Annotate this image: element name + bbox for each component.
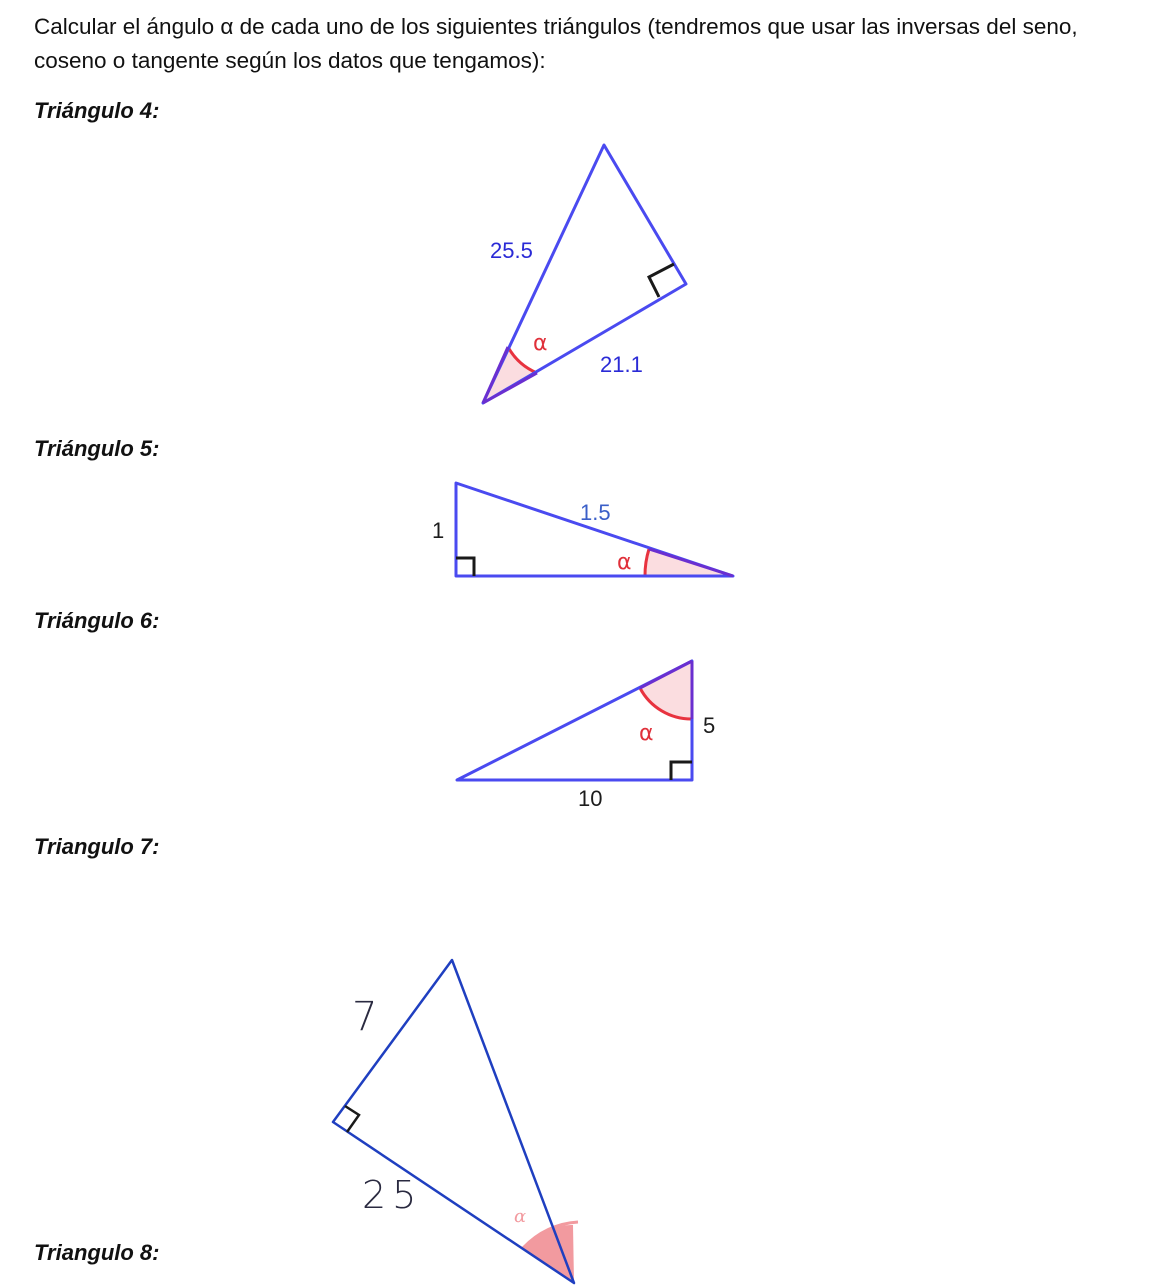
triangle-6-side-10-label: 10 — [578, 786, 603, 811]
triangle-6-heading: Triángulo 6: — [34, 608, 160, 633]
triangle-5-heading: Triángulo 5: — [34, 436, 160, 461]
triangle-5-hypotenuse-label: 1.5 — [580, 500, 611, 525]
triangle-7-side-7-label: 7 — [352, 994, 378, 1040]
instructions-text: Calcular el ángulo α de cada uno de los siguientes triángulos (tendremos que usar las inversas del seno, coseno o tangente según los datos que tengamos): — [34, 14, 1078, 73]
triangle-6-right-angle-mark — [671, 762, 692, 780]
triangle-5-figure — [0, 470, 1165, 590]
triangle-5-alpha-label: α — [617, 550, 632, 575]
triangle-7-side-25-label: 25 — [362, 1173, 423, 1217]
triangle-8-heading: Triangulo 8: — [34, 1240, 160, 1265]
triangle-4-alpha-label: α — [533, 331, 548, 356]
triangle-5-right-angle-mark — [456, 558, 474, 576]
triangle-7-alpha-label: α — [514, 1206, 527, 1227]
triangle-4-hypotenuse-label: 25.5 — [490, 238, 533, 263]
triangle-5-opposite-label: 1 — [432, 518, 445, 543]
triangle-6-side-5-label: 5 — [703, 713, 716, 738]
triangle-6-alpha-label: α — [639, 721, 654, 746]
triangle-4-figure — [0, 130, 1165, 420]
triangle-4-adjacent-label: 21.1 — [600, 352, 643, 377]
triangle-7-figure — [0, 950, 1165, 1287]
triangle-6-angle-sector — [640, 661, 692, 719]
triangle-6-figure — [0, 650, 1165, 820]
triangle-7-right-angle-mark — [345, 1106, 359, 1132]
triangle-7-heading: Triangulo 7: — [34, 834, 160, 859]
triangle-4-heading: Triángulo 4: — [34, 98, 160, 123]
